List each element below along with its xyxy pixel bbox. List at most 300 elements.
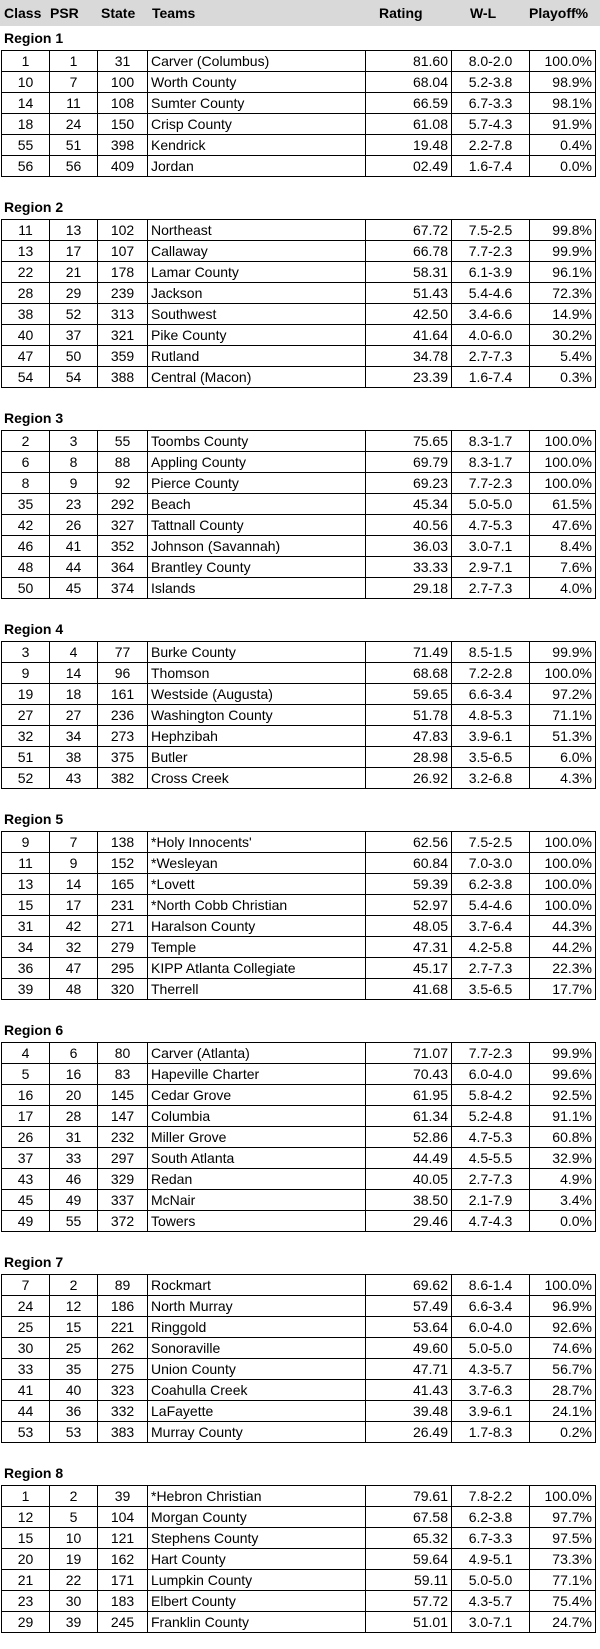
team-name-cell: Southwest <box>148 304 366 325</box>
playoff-pct-cell: 100.0% <box>530 473 596 494</box>
team-name-cell: Hapeville Charter <box>148 1064 366 1085</box>
win-loss-cell: 4.7-4.3 <box>452 1211 530 1232</box>
state-rank-cell: 108 <box>98 93 148 114</box>
psr-rank-cell: 49 <box>50 1190 98 1211</box>
team-name-cell: Toombs County <box>148 431 366 452</box>
class-rank-cell: 26 <box>2 1127 50 1148</box>
team-name-cell: Appling County <box>148 452 366 473</box>
rating-cell: 59.65 <box>366 684 452 705</box>
class-rank-cell: 2 <box>2 431 50 452</box>
psr-rank-cell: 14 <box>50 874 98 895</box>
state-rank-cell: 147 <box>98 1106 148 1127</box>
table-row <box>2 1570 596 1591</box>
state-rank-cell: 279 <box>98 937 148 958</box>
rating-cell: 26.92 <box>366 768 452 789</box>
table-row <box>2 431 596 452</box>
team-name-cell: Haralson County <box>148 916 366 937</box>
psr-rank-cell: 41 <box>50 536 98 557</box>
class-rank-cell: 19 <box>2 684 50 705</box>
rating-cell: 36.03 <box>366 536 452 557</box>
playoff-pct-cell: 73.3% <box>530 1549 596 1570</box>
rating-cell: 53.64 <box>366 1317 452 1338</box>
psr-rank-cell: 56 <box>50 156 98 177</box>
state-rank-cell: 88 <box>98 452 148 473</box>
playoff-pct-cell: 99.9% <box>530 241 596 262</box>
team-name-cell: Pike County <box>148 325 366 346</box>
win-loss-cell: 7.7-2.3 <box>452 473 530 494</box>
class-rank-cell: 44 <box>2 1401 50 1422</box>
table-row <box>2 283 596 304</box>
win-loss-cell: 2.2-7.8 <box>452 135 530 156</box>
state-rank-cell: 239 <box>98 283 148 304</box>
psr-rank-cell: 54 <box>50 367 98 388</box>
table-row <box>2 156 596 177</box>
playoff-pct-cell: 7.6% <box>530 557 596 578</box>
state-rank-cell: 121 <box>98 1528 148 1549</box>
rating-cell: 57.72 <box>366 1591 452 1612</box>
win-loss-cell: 3.0-7.1 <box>452 1612 530 1633</box>
table-row <box>2 578 596 599</box>
rating-cell: 48.05 <box>366 916 452 937</box>
state-rank-cell: 102 <box>98 220 148 241</box>
win-loss-cell: 5.0-5.0 <box>452 1338 530 1359</box>
table-row <box>2 1359 596 1380</box>
state-rank-cell: 31 <box>98 51 148 72</box>
team-name-cell: Butler <box>148 747 366 768</box>
rating-cell: 29.18 <box>366 578 452 599</box>
class-rank-cell: 37 <box>2 1148 50 1169</box>
team-name-cell: Central (Macon) <box>148 367 366 388</box>
table-row <box>2 726 596 747</box>
team-name-cell: Crisp County <box>148 114 366 135</box>
class-rank-cell: 17 <box>2 1106 50 1127</box>
psr-rank-cell: 33 <box>50 1148 98 1169</box>
rating-cell: 81.60 <box>366 51 452 72</box>
class-rank-cell: 1 <box>2 51 50 72</box>
psr-rank-cell: 10 <box>50 1528 98 1549</box>
state-rank-cell: 398 <box>98 135 148 156</box>
table-row <box>2 1317 596 1338</box>
playoff-pct-cell: 17.7% <box>530 979 596 1000</box>
team-name-cell: *Lovett <box>148 874 366 895</box>
win-loss-cell: 5.4-4.6 <box>452 895 530 916</box>
region-title: Region 8 <box>4 1465 64 1481</box>
win-loss-cell: 3.5-6.5 <box>452 747 530 768</box>
team-name-cell: Cross Creek <box>148 768 366 789</box>
playoff-pct-cell: 100.0% <box>530 431 596 452</box>
state-rank-cell: 273 <box>98 726 148 747</box>
table-row <box>2 1275 596 1296</box>
team-name-cell: Therrell <box>148 979 366 1000</box>
playoff-pct-cell: 30.2% <box>530 325 596 346</box>
rating-cell: 70.43 <box>366 1064 452 1085</box>
class-rank-cell: 52 <box>2 768 50 789</box>
win-loss-cell: 4.3-5.7 <box>452 1359 530 1380</box>
table-row <box>2 853 596 874</box>
psr-rank-cell: 24 <box>50 114 98 135</box>
psr-rank-cell: 23 <box>50 494 98 515</box>
team-name-cell: Elbert County <box>148 1591 366 1612</box>
team-name-cell: Tattnall County <box>148 515 366 536</box>
class-rank-cell: 49 <box>2 1211 50 1232</box>
playoff-pct-cell: 75.4% <box>530 1591 596 1612</box>
psr-rank-cell: 13 <box>50 220 98 241</box>
playoff-pct-cell: 100.0% <box>530 874 596 895</box>
header-state: State <box>101 5 136 21</box>
playoff-pct-cell: 51.3% <box>530 726 596 747</box>
playoff-pct-cell: 97.2% <box>530 684 596 705</box>
state-rank-cell: 92 <box>98 473 148 494</box>
win-loss-cell: 5.0-5.0 <box>452 1570 530 1591</box>
rating-cell: 58.31 <box>366 262 452 283</box>
table-row <box>2 220 596 241</box>
team-name-cell: Beach <box>148 494 366 515</box>
table-row <box>2 895 596 916</box>
team-name-cell: Callaway <box>148 241 366 262</box>
table-row <box>2 1190 596 1211</box>
table-row <box>2 51 596 72</box>
header-wl: W-L <box>470 5 497 21</box>
table-row <box>2 1106 596 1127</box>
team-name-cell: Jackson <box>148 283 366 304</box>
win-loss-cell: 4.7-5.3 <box>452 1127 530 1148</box>
playoff-pct-cell: 71.1% <box>530 705 596 726</box>
psr-rank-cell: 9 <box>50 473 98 494</box>
region-title: Region 6 <box>4 1022 64 1038</box>
win-loss-cell: 8.6-1.4 <box>452 1275 530 1296</box>
state-rank-cell: 352 <box>98 536 148 557</box>
rating-cell: 41.68 <box>366 979 452 1000</box>
rating-cell: 51.01 <box>366 1612 452 1633</box>
region-table <box>1 430 596 599</box>
region-title: Region 2 <box>4 199 64 215</box>
class-rank-cell: 16 <box>2 1085 50 1106</box>
win-loss-cell: 6.2-3.8 <box>452 874 530 895</box>
playoff-pct-cell: 99.9% <box>530 642 596 663</box>
rating-cell: 62.56 <box>366 832 452 853</box>
psr-rank-cell: 4 <box>50 642 98 663</box>
team-name-cell: Kendrick <box>148 135 366 156</box>
psr-rank-cell: 16 <box>50 1064 98 1085</box>
psr-rank-cell: 44 <box>50 557 98 578</box>
class-rank-cell: 8 <box>2 473 50 494</box>
win-loss-cell: 6.1-3.9 <box>452 262 530 283</box>
state-rank-cell: 161 <box>98 684 148 705</box>
table-row <box>2 494 596 515</box>
state-rank-cell: 374 <box>98 578 148 599</box>
table-row <box>2 262 596 283</box>
psr-rank-cell: 8 <box>50 452 98 473</box>
header-playoff: Playoff% <box>529 5 589 21</box>
playoff-pct-cell: 100.0% <box>530 895 596 916</box>
region-table <box>1 50 596 177</box>
win-loss-cell: 7.8-2.2 <box>452 1486 530 1507</box>
psr-rank-cell: 30 <box>50 1591 98 1612</box>
team-name-cell: Cedar Grove <box>148 1085 366 1106</box>
rating-cell: 52.97 <box>366 895 452 916</box>
rating-cell: 42.50 <box>366 304 452 325</box>
rating-cell: 28.98 <box>366 747 452 768</box>
team-name-cell: Lumpkin County <box>148 1570 366 1591</box>
team-name-cell: Coahulla Creek <box>148 1380 366 1401</box>
table-row <box>2 937 596 958</box>
win-loss-cell: 8.3-1.7 <box>452 452 530 473</box>
win-loss-cell: 7.0-3.0 <box>452 853 530 874</box>
win-loss-cell: 3.7-6.3 <box>452 1380 530 1401</box>
rating-cell: 23.39 <box>366 367 452 388</box>
psr-rank-cell: 12 <box>50 1296 98 1317</box>
playoff-pct-cell: 24.7% <box>530 1612 596 1633</box>
playoff-pct-cell: 92.6% <box>530 1317 596 1338</box>
rating-cell: 41.64 <box>366 325 452 346</box>
state-rank-cell: 275 <box>98 1359 148 1380</box>
playoff-pct-cell: 99.6% <box>530 1064 596 1085</box>
win-loss-cell: 4.5-5.5 <box>452 1148 530 1169</box>
win-loss-cell: 7.7-2.3 <box>452 241 530 262</box>
psr-rank-cell: 17 <box>50 241 98 262</box>
table-row <box>2 958 596 979</box>
rating-cell: 51.78 <box>366 705 452 726</box>
rating-cell: 66.78 <box>366 241 452 262</box>
state-rank-cell: 364 <box>98 557 148 578</box>
class-rank-cell: 24 <box>2 1296 50 1317</box>
table-row <box>2 1549 596 1570</box>
rating-cell: 75.65 <box>366 431 452 452</box>
playoff-pct-cell: 8.4% <box>530 536 596 557</box>
state-rank-cell: 165 <box>98 874 148 895</box>
team-name-cell: Thomson <box>148 663 366 684</box>
table-row <box>2 1296 596 1317</box>
team-name-cell: Johnson (Savannah) <box>148 536 366 557</box>
state-rank-cell: 104 <box>98 1507 148 1528</box>
class-rank-cell: 23 <box>2 1591 50 1612</box>
header-rating: Rating <box>379 5 423 21</box>
psr-rank-cell: 7 <box>50 72 98 93</box>
team-name-cell: Northeast <box>148 220 366 241</box>
rating-cell: 71.49 <box>366 642 452 663</box>
table-row <box>2 1043 596 1064</box>
header-class: Class <box>4 5 42 21</box>
win-loss-cell: 5.2-4.8 <box>452 1106 530 1127</box>
win-loss-cell: 5.7-4.3 <box>452 114 530 135</box>
playoff-pct-cell: 0.2% <box>530 1422 596 1443</box>
state-rank-cell: 409 <box>98 156 148 177</box>
psr-rank-cell: 7 <box>50 832 98 853</box>
team-name-cell: Jordan <box>148 156 366 177</box>
psr-rank-cell: 53 <box>50 1422 98 1443</box>
playoff-pct-cell: 72.3% <box>530 283 596 304</box>
playoff-pct-cell: 100.0% <box>530 1486 596 1507</box>
state-rank-cell: 89 <box>98 1275 148 1296</box>
rating-cell: 71.07 <box>366 1043 452 1064</box>
class-rank-cell: 32 <box>2 726 50 747</box>
class-rank-cell: 12 <box>2 1507 50 1528</box>
team-name-cell: KIPP Atlanta Collegiate <box>148 958 366 979</box>
win-loss-cell: 1.7-8.3 <box>452 1422 530 1443</box>
table-row <box>2 536 596 557</box>
table-row <box>2 1064 596 1085</box>
state-rank-cell: 337 <box>98 1190 148 1211</box>
win-loss-cell: 5.4-4.6 <box>452 283 530 304</box>
table-row <box>2 1338 596 1359</box>
psr-rank-cell: 39 <box>50 1612 98 1633</box>
class-rank-cell: 18 <box>2 114 50 135</box>
win-loss-cell: 7.2-2.8 <box>452 663 530 684</box>
state-rank-cell: 77 <box>98 642 148 663</box>
win-loss-cell: 1.6-7.4 <box>452 367 530 388</box>
class-rank-cell: 6 <box>2 452 50 473</box>
playoff-pct-cell: 100.0% <box>530 51 596 72</box>
table-row <box>2 367 596 388</box>
rating-cell: 34.78 <box>366 346 452 367</box>
psr-rank-cell: 11 <box>50 93 98 114</box>
psr-rank-cell: 34 <box>50 726 98 747</box>
team-name-cell: Rutland <box>148 346 366 367</box>
playoff-pct-cell: 44.3% <box>530 916 596 937</box>
team-name-cell: Stephens County <box>148 1528 366 1549</box>
team-name-cell: *Hebron Christian <box>148 1486 366 1507</box>
psr-rank-cell: 55 <box>50 1211 98 1232</box>
region-title: Region 3 <box>4 410 64 426</box>
region-table <box>1 1274 596 1443</box>
region-table <box>1 831 596 1000</box>
state-rank-cell: 231 <box>98 895 148 916</box>
rating-cell: 33.33 <box>366 557 452 578</box>
team-name-cell: Westside (Augusta) <box>148 684 366 705</box>
table-row <box>2 93 596 114</box>
psr-rank-cell: 40 <box>50 1380 98 1401</box>
psr-rank-cell: 15 <box>50 1317 98 1338</box>
psr-rank-cell: 5 <box>50 1507 98 1528</box>
win-loss-cell: 2.7-7.3 <box>452 1169 530 1190</box>
rating-cell: 60.84 <box>366 853 452 874</box>
playoff-pct-cell: 0.4% <box>530 135 596 156</box>
state-rank-cell: 295 <box>98 958 148 979</box>
team-name-cell: Miller Grove <box>148 1127 366 1148</box>
psr-rank-cell: 2 <box>50 1275 98 1296</box>
class-rank-cell: 50 <box>2 578 50 599</box>
rating-cell: 67.58 <box>366 1507 452 1528</box>
team-name-cell: Redan <box>148 1169 366 1190</box>
class-rank-cell: 13 <box>2 241 50 262</box>
class-rank-cell: 41 <box>2 1380 50 1401</box>
team-name-cell: Murray County <box>148 1422 366 1443</box>
class-rank-cell: 55 <box>2 135 50 156</box>
playoff-pct-cell: 98.1% <box>530 93 596 114</box>
psr-rank-cell: 3 <box>50 431 98 452</box>
team-name-cell: Temple <box>148 937 366 958</box>
table-row <box>2 663 596 684</box>
psr-rank-cell: 48 <box>50 979 98 1000</box>
team-name-cell: LaFayette <box>148 1401 366 1422</box>
playoff-pct-cell: 97.7% <box>530 1507 596 1528</box>
team-name-cell: McNair <box>148 1190 366 1211</box>
playoff-pct-cell: 22.3% <box>530 958 596 979</box>
class-rank-cell: 38 <box>2 304 50 325</box>
playoff-pct-cell: 100.0% <box>530 452 596 473</box>
psr-rank-cell: 50 <box>50 346 98 367</box>
state-rank-cell: 152 <box>98 853 148 874</box>
state-rank-cell: 39 <box>98 1486 148 1507</box>
table-row <box>2 452 596 473</box>
team-name-cell: Franklin County <box>148 1612 366 1633</box>
team-name-cell: *Wesleyan <box>148 853 366 874</box>
win-loss-cell: 2.7-7.3 <box>452 958 530 979</box>
rating-cell: 41.43 <box>366 1380 452 1401</box>
psr-rank-cell: 6 <box>50 1043 98 1064</box>
team-name-cell: Worth County <box>148 72 366 93</box>
header-psr: PSR <box>50 5 79 21</box>
class-rank-cell: 51 <box>2 747 50 768</box>
state-rank-cell: 320 <box>98 979 148 1000</box>
team-name-cell: Rockmart <box>148 1275 366 1296</box>
state-rank-cell: 100 <box>98 72 148 93</box>
table-row <box>2 1486 596 1507</box>
class-rank-cell: 10 <box>2 72 50 93</box>
win-loss-cell: 4.7-5.3 <box>452 515 530 536</box>
playoff-pct-cell: 100.0% <box>530 853 596 874</box>
rating-cell: 45.17 <box>366 958 452 979</box>
team-name-cell: Brantley County <box>148 557 366 578</box>
region-title: Region 5 <box>4 811 64 827</box>
win-loss-cell: 3.4-6.6 <box>452 304 530 325</box>
team-name-cell: Morgan County <box>148 1507 366 1528</box>
playoff-pct-cell: 98.9% <box>530 72 596 93</box>
team-name-cell: Lamar County <box>148 262 366 283</box>
table-row <box>2 1591 596 1612</box>
psr-rank-cell: 21 <box>50 262 98 283</box>
rating-cell: 02.49 <box>366 156 452 177</box>
region-title: Region 7 <box>4 1254 64 1270</box>
playoff-pct-cell: 92.5% <box>530 1085 596 1106</box>
team-name-cell: Sumter County <box>148 93 366 114</box>
win-loss-cell: 6.2-3.8 <box>452 1507 530 1528</box>
column-header-row <box>0 0 600 26</box>
class-rank-cell: 27 <box>2 705 50 726</box>
state-rank-cell: 107 <box>98 241 148 262</box>
playoff-pct-cell: 91.9% <box>530 114 596 135</box>
win-loss-cell: 3.7-6.4 <box>452 916 530 937</box>
state-rank-cell: 383 <box>98 1422 148 1443</box>
table-row <box>2 1401 596 1422</box>
playoff-pct-cell: 60.8% <box>530 1127 596 1148</box>
team-name-cell: South Atlanta <box>148 1148 366 1169</box>
class-rank-cell: 47 <box>2 346 50 367</box>
rating-cell: 40.05 <box>366 1169 452 1190</box>
table-row <box>2 325 596 346</box>
win-loss-cell: 6.0-4.0 <box>452 1064 530 1085</box>
psr-rank-cell: 37 <box>50 325 98 346</box>
playoff-pct-cell: 4.0% <box>530 578 596 599</box>
playoff-pct-cell: 74.6% <box>530 1338 596 1359</box>
psr-rank-cell: 42 <box>50 916 98 937</box>
win-loss-cell: 5.8-4.2 <box>452 1085 530 1106</box>
state-rank-cell: 313 <box>98 304 148 325</box>
rating-cell: 47.71 <box>366 1359 452 1380</box>
table-row <box>2 241 596 262</box>
psr-rank-cell: 43 <box>50 768 98 789</box>
team-name-cell: Ringgold <box>148 1317 366 1338</box>
win-loss-cell: 7.5-2.5 <box>452 832 530 853</box>
win-loss-cell: 4.2-5.8 <box>452 937 530 958</box>
psr-rank-cell: 52 <box>50 304 98 325</box>
win-loss-cell: 6.7-3.3 <box>452 93 530 114</box>
team-name-cell: North Murray <box>148 1296 366 1317</box>
rating-cell: 66.59 <box>366 93 452 114</box>
rating-cell: 69.23 <box>366 473 452 494</box>
playoff-pct-cell: 77.1% <box>530 1570 596 1591</box>
playoff-pct-cell: 61.5% <box>530 494 596 515</box>
